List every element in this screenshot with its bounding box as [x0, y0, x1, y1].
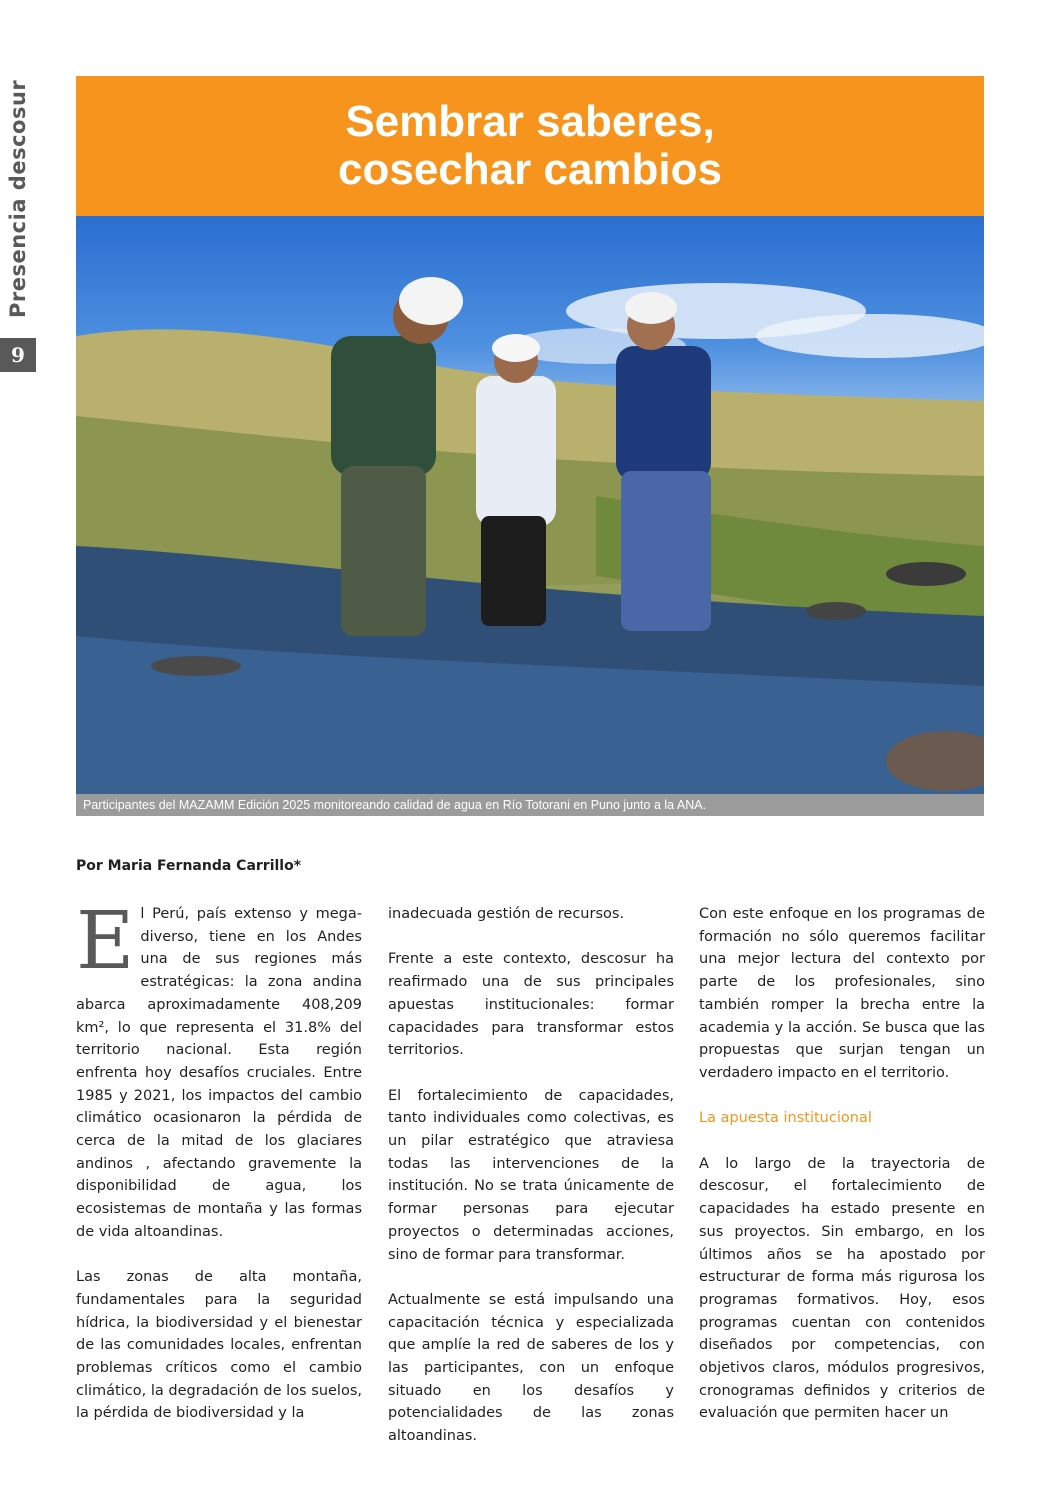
river-stone	[806, 602, 866, 620]
byline: Por Maria Fernanda Carrillo*	[76, 858, 302, 874]
paragraph: Con este enfoque en los programas de formación no sólo queremos facilitar una mejor lectura del contexto por parte de los profesionales, sino también romper la brecha entre la academia y la acción. Se busca que las propuestas que surjan tengan un verdadero impacto en el territorio.	[699, 906, 985, 1081]
drop-cap: E	[76, 894, 135, 987]
paragraph: Actualmente se está impulsando una capacitación técnica y especializada que amplíe la red de saberes de los y las participantes, con un enfoque situado en los desafíos y potencialidades de las zonas altoandinas.	[388, 1291, 674, 1445]
column-1	[76, 894, 362, 1448]
paragraph: inadecuada gestión de recursos.	[388, 906, 625, 922]
photo-caption: Participantes del MAZAMM Edición 2025 monitoreando calidad de agua en Río Totorani en Puno junto a la ANA.	[76, 794, 984, 816]
paragraph-text: l Perú, país extenso y mega-diverso, tiene en los Andes una de sus regiones más estratégicas: la zona andina abarca aproximadamente 408,209 km², lo que representa el 31.8% del territorio nacional. Esta región enfrenta hoy desafíos cruciales. Entre 1985 y 2021, los impactos del cambio climático ocasionaron la pérdida de cerca de la mitad de los glaciares andinos , afectando gravemente la disponibilidad de agua, los ecosistemas de montaña y las formas de vida altoandinas.	[76, 906, 362, 1240]
article-photo	[76, 216, 984, 794]
page-number: 9	[0, 338, 36, 372]
paragraph: El fortalecimiento de capacidades, tanto individuales como colectivas, es un pilar estratégico que atraviesa todas las intervenciones de la institución. No se trata únicamente de formar personas para ejecutar proyectos o determinadas acciones, sino de formar para transformar.	[388, 1087, 674, 1263]
paragraph	[76, 894, 362, 1244]
column-2	[388, 903, 674, 1471]
river-stone	[886, 562, 966, 586]
title-banner	[76, 76, 984, 216]
article-title-line-2: cosechar cambios	[338, 145, 722, 194]
column-3	[699, 903, 985, 1448]
section-label: Presencia descosur	[6, 79, 30, 318]
paragraph: A lo largo de la trayectoria de descosur, el fortalecimiento de capacidades ha estado presente en sus proyectos. Sin embargo, en los últimos años se ha apostado por estructurar de forma más rigurosa los programas formativos. Hoy, esos programas cuentan con contenidos diseñados por competencias, con objetivos claros, módulos progresivos, cronogramas definidos y criterios de evaluación que permiten hacer un	[699, 1155, 985, 1422]
person-center	[476, 334, 556, 626]
paragraph: Las zonas de alta montaña, fundamentales para la seguridad hídrica, la biodiversidad y el bienestar de las comunidades locales, enfrentan problemas críticos como el cambio climático, la degradación de los suelos, la pérdida de biodiversidad y la	[76, 1269, 362, 1422]
article-title-line-1: Sembrar saberes,	[345, 97, 715, 146]
section-subheading: La apuesta institucional	[699, 1110, 872, 1127]
river-stone	[151, 656, 241, 676]
paragraph: Frente a este contexto, descosur ha reafirmado una de sus principales apuestas institucionales: formar capacidades para transformar estos territorios.	[388, 951, 674, 1059]
